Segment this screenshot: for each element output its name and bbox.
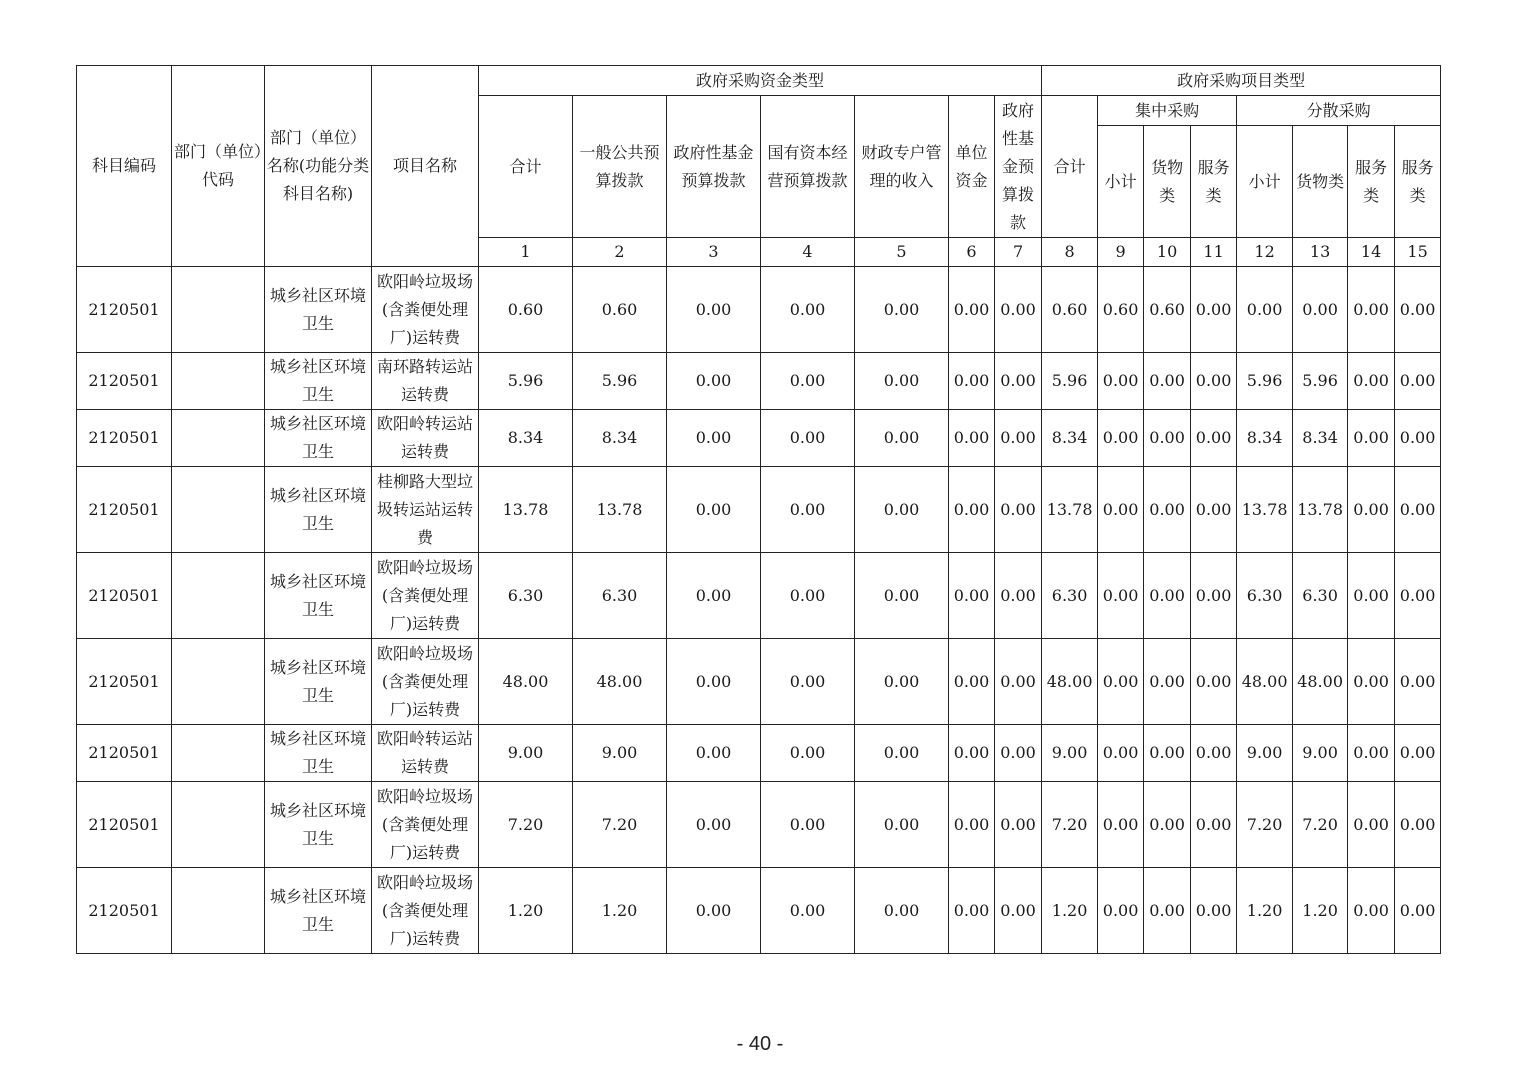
value-cell: 0.00 — [667, 868, 761, 954]
dept-code — [172, 553, 265, 639]
subject-code: 2120501 — [77, 868, 172, 954]
header-service-c: 服务类 — [1191, 126, 1237, 238]
value-cell: 0.00 — [761, 553, 855, 639]
value-cell: 0.60 — [1042, 267, 1098, 353]
header-subject-code: 科目编码 — [77, 66, 172, 267]
value-cell: 1.20 — [1237, 868, 1293, 954]
value-cell: 0.00 — [1348, 267, 1395, 353]
dept-name: 城乡社区环境卫生 — [265, 725, 372, 782]
value-cell: 0.00 — [855, 725, 949, 782]
value-cell: 0.00 — [1348, 553, 1395, 639]
header-decentralized: 分散采购 — [1237, 96, 1441, 126]
value-cell: 0.00 — [667, 410, 761, 467]
value-cell: 0.00 — [949, 639, 995, 725]
value-cell: 48.00 — [1293, 639, 1348, 725]
value-cell: 9.00 — [1237, 725, 1293, 782]
value-cell: 0.00 — [949, 868, 995, 954]
dept-name: 城乡社区环境卫生 — [265, 782, 372, 868]
value-cell: 8.34 — [1237, 410, 1293, 467]
table-row — [77, 467, 1441, 553]
subject-code: 2120501 — [77, 639, 172, 725]
value-cell: 5.96 — [1237, 353, 1293, 410]
header-goods-d: 货物类 — [1293, 126, 1348, 238]
dept-name: 城乡社区环境卫生 — [265, 868, 372, 954]
value-cell: 1.20 — [573, 868, 667, 954]
value-cell: 0.00 — [1144, 782, 1191, 868]
value-cell: 0.00 — [761, 639, 855, 725]
value-cell: 0.00 — [1144, 553, 1191, 639]
subject-code: 2120501 — [77, 467, 172, 553]
value-cell: 8.34 — [1293, 410, 1348, 467]
value-cell: 0.00 — [761, 353, 855, 410]
value-cell: 7.20 — [1237, 782, 1293, 868]
value-cell: 0.00 — [995, 267, 1042, 353]
column-number: 3 — [667, 238, 761, 267]
value-cell: 0.60 — [1144, 267, 1191, 353]
value-cell: 0.00 — [1395, 725, 1441, 782]
project-name: 欧阳岭转运站运转费 — [372, 725, 479, 782]
column-number: 2 — [573, 238, 667, 267]
value-cell: 6.30 — [573, 553, 667, 639]
header-project-name: 项目名称 — [372, 66, 479, 267]
value-cell: 0.00 — [949, 353, 995, 410]
value-cell: 48.00 — [1042, 639, 1098, 725]
table-row — [77, 410, 1441, 467]
column-number: 13 — [1293, 238, 1348, 267]
value-cell: 0.00 — [1348, 353, 1395, 410]
header-gov-fund-approp: 政府性基金预算拨款 — [995, 96, 1042, 238]
value-cell: 0.00 — [995, 725, 1042, 782]
value-cell: 0.00 — [855, 639, 949, 725]
value-cell: 8.34 — [479, 410, 573, 467]
header-subtotal-c: 小计 — [1098, 126, 1144, 238]
value-cell: 0.00 — [949, 782, 995, 868]
header-service-d2: 服务类 — [1395, 126, 1441, 238]
subject-code: 2120501 — [77, 267, 172, 353]
value-cell: 0.00 — [1395, 553, 1441, 639]
value-cell: 0.00 — [1395, 353, 1441, 410]
dept-name: 城乡社区环境卫生 — [265, 467, 372, 553]
value-cell: 0.00 — [1144, 725, 1191, 782]
value-cell: 0.00 — [667, 353, 761, 410]
value-cell: 0.00 — [667, 725, 761, 782]
value-cell: 0.60 — [1098, 267, 1144, 353]
value-cell: 0.00 — [855, 782, 949, 868]
value-cell: 0.00 — [667, 467, 761, 553]
value-cell: 6.30 — [1237, 553, 1293, 639]
value-cell: 0.00 — [761, 782, 855, 868]
value-cell: 0.00 — [1395, 782, 1441, 868]
value-cell: 0.00 — [949, 725, 995, 782]
header-gov-fund-budget: 政府性基金预算拨款 — [667, 96, 761, 238]
value-cell: 0.00 — [1348, 467, 1395, 553]
value-cell: 0.00 — [1144, 410, 1191, 467]
column-number: 14 — [1348, 238, 1395, 267]
header-dept-name: 部门（单位）名称(功能分类科目名称) — [265, 66, 372, 267]
value-cell: 0.00 — [1191, 267, 1237, 353]
dept-name: 城乡社区环境卫生 — [265, 267, 372, 353]
value-cell: 0.00 — [949, 267, 995, 353]
value-cell: 0.00 — [1191, 410, 1237, 467]
value-cell: 0.00 — [1191, 782, 1237, 868]
column-number: 11 — [1191, 238, 1237, 267]
dept-name: 城乡社区环境卫生 — [265, 410, 372, 467]
value-cell: 0.00 — [1348, 639, 1395, 725]
subject-code: 2120501 — [77, 410, 172, 467]
value-cell: 6.30 — [1042, 553, 1098, 639]
value-cell: 0.00 — [1098, 553, 1144, 639]
subject-code: 2120501 — [77, 553, 172, 639]
dept-name: 城乡社区环境卫生 — [265, 639, 372, 725]
column-number: 9 — [1098, 238, 1144, 267]
value-cell: 0.00 — [855, 553, 949, 639]
value-cell: 6.30 — [479, 553, 573, 639]
value-cell: 1.20 — [1293, 868, 1348, 954]
value-cell: 9.00 — [1293, 725, 1348, 782]
value-cell: 0.00 — [855, 353, 949, 410]
table-row — [77, 639, 1441, 725]
subject-code: 2120501 — [77, 353, 172, 410]
dept-code — [172, 410, 265, 467]
column-number: 12 — [1237, 238, 1293, 267]
value-cell: 0.00 — [1395, 868, 1441, 954]
value-cell: 0.00 — [855, 410, 949, 467]
value-cell: 7.20 — [1293, 782, 1348, 868]
header-dept-code: 部门（单位）代码 — [172, 66, 265, 267]
value-cell: 0.00 — [855, 467, 949, 553]
value-cell: 0.00 — [995, 553, 1042, 639]
value-cell: 0.00 — [1395, 467, 1441, 553]
project-name: 欧阳岭垃圾场(含粪便处理厂)运转费 — [372, 553, 479, 639]
value-cell: 7.20 — [573, 782, 667, 868]
value-cell: 0.00 — [761, 868, 855, 954]
value-cell: 13.78 — [573, 467, 667, 553]
value-cell: 0.00 — [1293, 267, 1348, 353]
value-cell: 7.20 — [479, 782, 573, 868]
value-cell: 6.30 — [1293, 553, 1348, 639]
value-cell: 0.00 — [761, 725, 855, 782]
value-cell: 0.00 — [1191, 467, 1237, 553]
dept-code — [172, 782, 265, 868]
column-number: 4 — [761, 238, 855, 267]
project-name: 欧阳岭垃圾场(含粪便处理厂)运转费 — [372, 868, 479, 954]
value-cell: 0.00 — [949, 467, 995, 553]
column-number: 1 — [479, 238, 573, 267]
header-project-type: 政府采购项目类型 — [1042, 66, 1441, 96]
dept-code — [172, 353, 265, 410]
value-cell: 0.00 — [995, 868, 1042, 954]
header-service-d1: 服务类 — [1348, 126, 1395, 238]
value-cell: 8.34 — [1042, 410, 1098, 467]
value-cell: 0.60 — [573, 267, 667, 353]
header-total-2: 合计 — [1042, 96, 1098, 238]
header-special-account: 财政专户管理的收入 — [855, 96, 949, 238]
value-cell: 0.00 — [667, 782, 761, 868]
table-row — [77, 868, 1441, 954]
value-cell: 0.00 — [1348, 725, 1395, 782]
column-number: 6 — [949, 238, 995, 267]
value-cell: 0.00 — [1237, 267, 1293, 353]
dept-code — [172, 267, 265, 353]
table-body — [77, 267, 1441, 954]
table-row — [77, 553, 1441, 639]
value-cell: 0.00 — [1144, 639, 1191, 725]
value-cell: 0.00 — [1098, 782, 1144, 868]
value-cell: 0.00 — [667, 553, 761, 639]
dept-code — [172, 725, 265, 782]
value-cell: 13.78 — [1237, 467, 1293, 553]
value-cell: 5.96 — [1293, 353, 1348, 410]
value-cell: 0.00 — [1348, 410, 1395, 467]
procurement-table — [76, 65, 1441, 954]
project-name: 欧阳岭转运站运转费 — [372, 410, 479, 467]
value-cell: 0.60 — [479, 267, 573, 353]
header-centralized: 集中采购 — [1098, 96, 1237, 126]
column-number: 15 — [1395, 238, 1441, 267]
value-cell: 0.00 — [1191, 725, 1237, 782]
value-cell: 0.00 — [1098, 639, 1144, 725]
value-cell: 0.00 — [761, 467, 855, 553]
value-cell: 0.00 — [995, 467, 1042, 553]
dept-code — [172, 868, 265, 954]
project-name: 欧阳岭垃圾场(含粪便处理厂)运转费 — [372, 782, 479, 868]
value-cell: 0.00 — [1395, 267, 1441, 353]
value-cell: 5.96 — [1042, 353, 1098, 410]
value-cell: 13.78 — [1293, 467, 1348, 553]
header-goods-c: 货物类 — [1144, 126, 1191, 238]
value-cell: 48.00 — [479, 639, 573, 725]
table-row — [77, 725, 1441, 782]
value-cell: 0.00 — [995, 410, 1042, 467]
value-cell: 0.00 — [1395, 639, 1441, 725]
value-cell: 0.00 — [1098, 353, 1144, 410]
value-cell: 0.00 — [995, 782, 1042, 868]
value-cell: 0.00 — [1191, 553, 1237, 639]
dept-name: 城乡社区环境卫生 — [265, 553, 372, 639]
value-cell: 48.00 — [1237, 639, 1293, 725]
table-row — [77, 353, 1441, 410]
project-name: 南环路转运站运转费 — [372, 353, 479, 410]
column-number: 5 — [855, 238, 949, 267]
value-cell: 0.00 — [949, 553, 995, 639]
header-unit-funds: 单位资金 — [949, 96, 995, 238]
project-name: 欧阳岭垃圾场(含粪便处理厂)运转费 — [372, 639, 479, 725]
value-cell: 9.00 — [573, 725, 667, 782]
project-name: 桂柳路大型垃圾转运站运转费 — [372, 467, 479, 553]
column-number: 8 — [1042, 238, 1098, 267]
subject-code: 2120501 — [77, 782, 172, 868]
table-row — [77, 782, 1441, 868]
value-cell: 13.78 — [1042, 467, 1098, 553]
value-cell: 1.20 — [1042, 868, 1098, 954]
value-cell: 0.00 — [1348, 868, 1395, 954]
value-cell: 0.00 — [1098, 725, 1144, 782]
value-cell: 0.00 — [667, 267, 761, 353]
value-cell: 48.00 — [573, 639, 667, 725]
value-cell: 0.00 — [1098, 868, 1144, 954]
value-cell: 0.00 — [855, 267, 949, 353]
value-cell: 13.78 — [479, 467, 573, 553]
value-cell: 0.00 — [761, 410, 855, 467]
value-cell: 0.00 — [1191, 353, 1237, 410]
value-cell: 0.00 — [995, 639, 1042, 725]
value-cell: 8.34 — [573, 410, 667, 467]
column-number: 10 — [1144, 238, 1191, 267]
value-cell: 0.00 — [1395, 410, 1441, 467]
value-cell: 0.00 — [1098, 467, 1144, 553]
value-cell: 5.96 — [573, 353, 667, 410]
value-cell: 9.00 — [1042, 725, 1098, 782]
value-cell: 0.00 — [1191, 868, 1237, 954]
value-cell: 5.96 — [479, 353, 573, 410]
column-number: 7 — [995, 238, 1042, 267]
page-number: - 40 - — [736, 1033, 784, 1055]
value-cell: 0.00 — [855, 868, 949, 954]
value-cell: 0.00 — [949, 410, 995, 467]
value-cell: 0.00 — [761, 267, 855, 353]
dept-name: 城乡社区环境卫生 — [265, 353, 372, 410]
value-cell: 9.00 — [479, 725, 573, 782]
table-row — [77, 267, 1441, 353]
value-cell: 0.00 — [1191, 639, 1237, 725]
header-state-capital: 国有资本经营预算拨款 — [761, 96, 855, 238]
dept-code — [172, 639, 265, 725]
header-funding-type: 政府采购资金类型 — [479, 66, 1042, 96]
header-general-budget: 一般公共预算拨款 — [573, 96, 667, 238]
value-cell: 0.00 — [995, 353, 1042, 410]
value-cell: 7.20 — [1042, 782, 1098, 868]
value-cell: 0.00 — [1348, 782, 1395, 868]
project-name: 欧阳岭垃圾场(含粪便处理厂)运转费 — [372, 267, 479, 353]
value-cell: 0.00 — [667, 639, 761, 725]
value-cell: 0.00 — [1144, 353, 1191, 410]
value-cell: 1.20 — [479, 868, 573, 954]
value-cell: 0.00 — [1098, 410, 1144, 467]
header-total: 合计 — [479, 96, 573, 238]
dept-code — [172, 467, 265, 553]
value-cell: 0.00 — [1144, 868, 1191, 954]
subject-code: 2120501 — [77, 725, 172, 782]
header-subtotal-d: 小计 — [1237, 126, 1293, 238]
value-cell: 0.00 — [1144, 467, 1191, 553]
